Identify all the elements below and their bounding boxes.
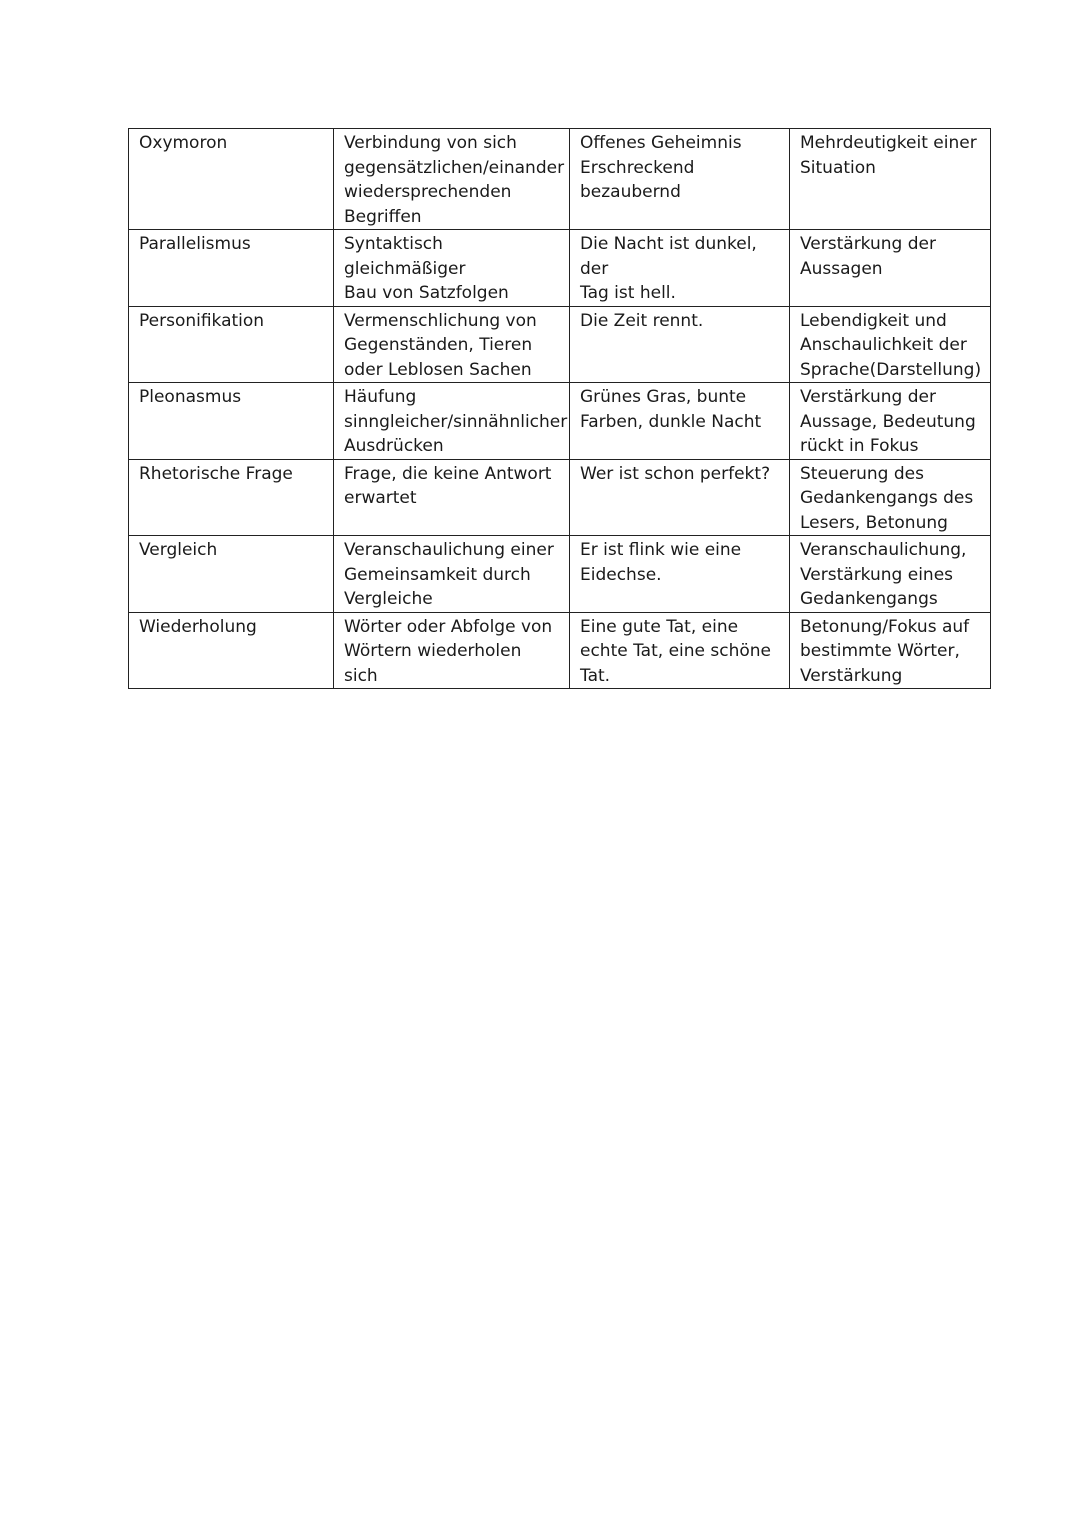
effect-cell: Veranschaulichung, Verstärkung eines Gedankengangs (790, 536, 991, 613)
example-cell: Offenes Geheimnis Erschreckend bezaubernd (570, 129, 790, 230)
definition-cell: Vermenschlichung von Gegenständen, Tieren oder Leblosen Sachen (334, 306, 570, 383)
effect-cell: Verstärkung der Aussagen (790, 230, 991, 307)
definition-cell: Häufung sinngleicher/sinnähnlicher Ausdrücken (334, 383, 570, 460)
example-cell: Die Zeit rennt. (570, 306, 790, 383)
definition-cell: Syntaktisch gleichmäßiger Bau von Satzfolgen (334, 230, 570, 307)
table-row (129, 612, 991, 689)
term-cell: Wiederholung (129, 612, 334, 689)
definition-cell: Veranschaulichung einer Gemeinsamkeit durch Vergleiche (334, 536, 570, 613)
term-cell: Rhetorische Frage (129, 459, 334, 536)
stylistic-devices-table (128, 128, 991, 689)
effect-cell: Lebendigkeit und Anschaulichkeit der Sprache(Darstellung) (790, 306, 991, 383)
table-row (129, 306, 991, 383)
definition-cell: Verbindung von sich gegensätzlichen/einander wiedersprechenden Begriffen (334, 129, 570, 230)
effect-cell: Verstärkung der Aussage, Bedeutung rückt in Fokus (790, 383, 991, 460)
example-cell: Die Nacht ist dunkel, der Tag ist hell. (570, 230, 790, 307)
term-cell: Parallelismus (129, 230, 334, 307)
table-row (129, 459, 991, 536)
example-cell: Grünes Gras, bunte Farben, dunkle Nacht (570, 383, 790, 460)
effect-cell: Steuerung des Gedankengangs des Lesers, Betonung (790, 459, 991, 536)
term-cell: Vergleich (129, 536, 334, 613)
definition-cell: Wörter oder Abfolge von Wörtern wiederholen sich (334, 612, 570, 689)
example-cell: Eine gute Tat, eine echte Tat, eine schöne Tat. (570, 612, 790, 689)
term-cell: Pleonasmus (129, 383, 334, 460)
term-cell: Personifikation (129, 306, 334, 383)
table-row (129, 230, 991, 307)
table-row (129, 383, 991, 460)
effect-cell: Mehrdeutigkeit einer Situation (790, 129, 991, 230)
example-cell: Wer ist schon perfekt? (570, 459, 790, 536)
definition-cell: Frage, die keine Antwort erwartet (334, 459, 570, 536)
term-cell: Oxymoron (129, 129, 334, 230)
table-row (129, 129, 991, 230)
example-cell: Er ist flink wie eine Eidechse. (570, 536, 790, 613)
effect-cell: Betonung/Fokus auf bestimmte Wörter, Verstärkung (790, 612, 991, 689)
table-row (129, 536, 991, 613)
